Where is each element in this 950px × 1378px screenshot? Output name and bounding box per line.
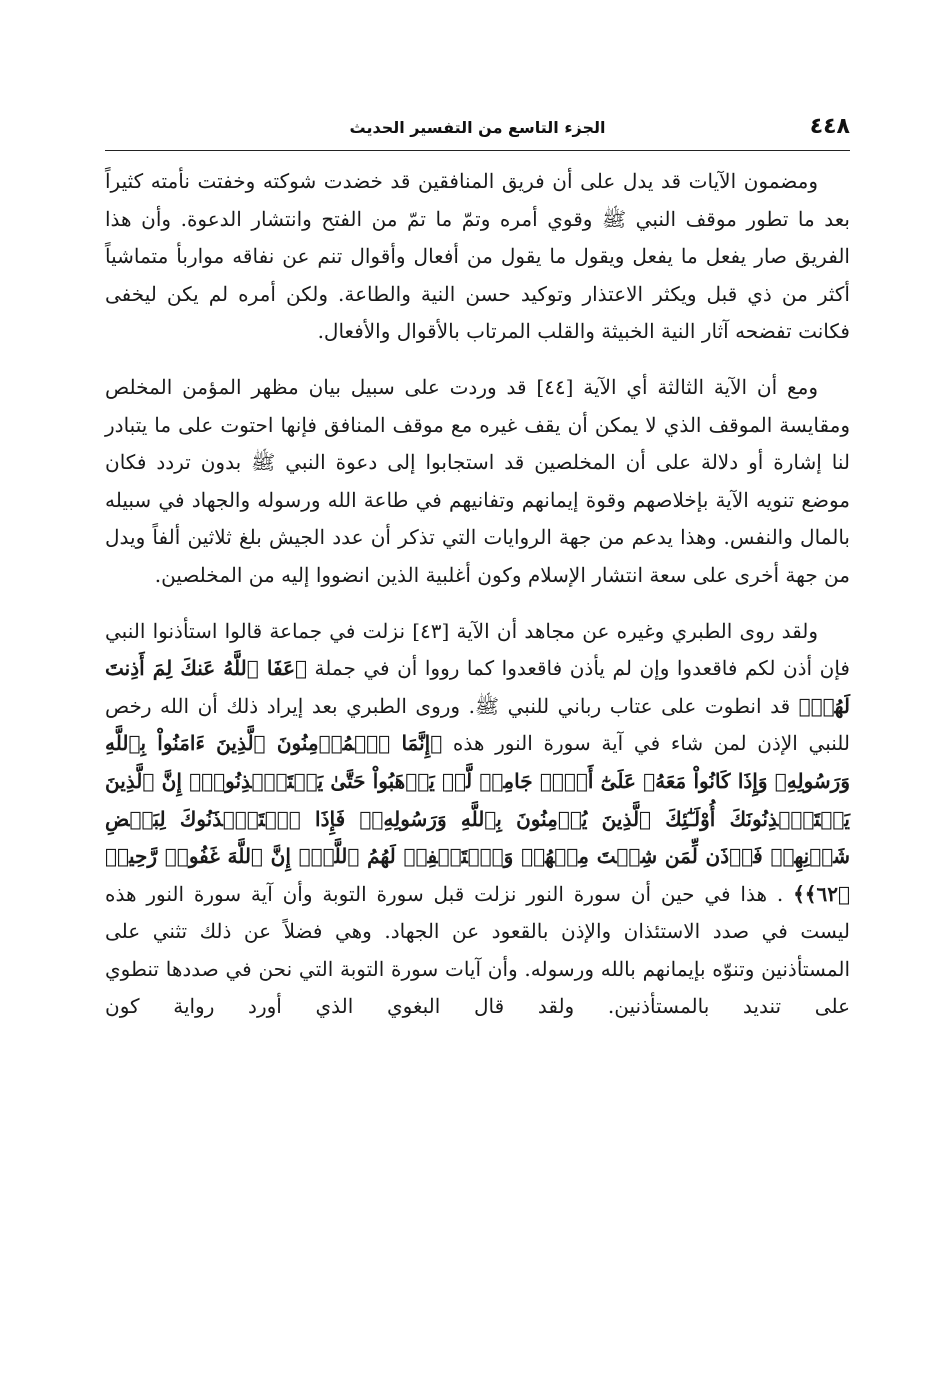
running-title: الجزء التاسع من التفسير الحديث bbox=[349, 118, 606, 137]
paragraph-1: ومضمون الآيات قد يدل على أن فريق المنافقين قد خضدت شوكته وخفتت نأمته كثيراً بعد ما تطور موقف النبي ﷺ وقوي أمره وتمّ ما تمّ من الفتح وانتشار الدعوة. وأن هذا الفريق صار يفعل ما يفعل ويقول ما يقول من أفعال وأقوال تنم عن نفاقه مواربأ متماشياً أكثر من ذي قبل ويكثر الاعتذار وتوكيد حسن النية والطاعة. ولكن أمره لم يكن ليخفى فكانت تفضحه آثار النية الخبيثة والقلب المرتاب بالأقوال والأفعال. bbox=[105, 169, 850, 344]
paragraph-3-text-a: ولقد روى الطبري وغيره عن مجاهد أن الآية [٤٣] نزلت في جماعة قالوا استأذنوا النبي فإن أذن لكم فاقعدوا وإن لم يأذن فاقعدوا كما رووا أن في جملة bbox=[105, 618, 850, 681]
paragraph-3 bbox=[105, 613, 850, 1027]
quran-quote-9-43: ﴿عَفَا ٱللَّهُ عَنكَ لِمَ أَذِنتَ لَهُمۡ﴾ bbox=[105, 656, 850, 718]
page-header bbox=[105, 108, 850, 151]
quran-quote-24-62: ﴿إِنَّمَا ٱلۡمُؤۡمِنُونَ ٱلَّذِينَ ءَامَنُواْ بِٱللَّهِ وَرَسُولِهِۦ وَإِذَا كَانُواْ مَعَهُۥ عَلَىٰٓ أَمۡرٖ جَامِعٖ لَّمۡ يَذۡهَبُواْ حَتَّىٰ يَسۡتَـٔۡذِنُوهُۚ إِنَّ ٱلَّذِينَ يَسۡتَـٔۡذِنُونَكَ أُوْلَـٰٓئِكَ ٱلَّذِينَ يُؤۡمِنُونَ بِٱللَّهِ وَرَسُولِهِۦۚ فَإِذَا ٱسۡتَـٔۡذَنُوكَ لِبَعۡضِ شَأۡنِهِمۡ فَأۡذَن لِّمَن شِئۡتَ مِنۡهُمۡ وَٱسۡتَغۡفِرۡ لَهُمُ ٱللَّهَۚ إِنَّ ٱللَّهَ غَفُورٞ رَّحِيمٞ ﴿٦٢﴾﴾ bbox=[105, 731, 850, 906]
paragraph-3-text-b: قد انطوت على عتاب رباني للنبي ﷺ. وروى الطبري بعد إيراد ذلك أن الله رخص للنبي الإذن لمن شاء في آية سورة النور هذه bbox=[105, 693, 850, 756]
paragraph-3-text-c: . هذا في حين أن سورة النور نزلت قبل سورة التوبة وأن آية سورة النور هذه ليست في صدد الاستئذان والإذن بالقعود عن الجهاد. وهي فضلاً عن ذلك تثني على المستأذنين وتنوّه بإيمانهم بالله ورسوله. وأن آيات سورة التوبة التي نحن في صددها تنطوي على تنديد بالمستأذنين. ولقد قال البغوي الذي أورد رواية كون bbox=[105, 881, 850, 1019]
paragraph-2: ومع أن الآية الثالثة أي الآية [٤٤] قد وردت على سبيل بيان مظهر المؤمن المخلص ومقايسة الموقف الذي لا يمكن أن يقف غيره مع موقف المنافق فإنها احتوت على ما يتبادر لنا إشارة أو دلالة على أن المخلصين قد استجابوا إلى دعوة النبي ﷺ بدون تردد فكان موضع تنويه الآية بإخلاصهم وقوة إيمانهم وتفانيهم في طاعة الله ورسوله والجهاد في سبيله بالمال والنفس. وهذا يدعم من جهة الروايات التي تذكر أن عدد الجيش بلغ ثلاثين ألفاً ويدل من جهة أخرى على سعة انتشار الإسلام وكون أغلبية الذين انضووا إليه من المخلصين. bbox=[105, 374, 851, 587]
body-text bbox=[105, 163, 850, 1044]
page-number: ٤٤٨ bbox=[809, 114, 850, 139]
